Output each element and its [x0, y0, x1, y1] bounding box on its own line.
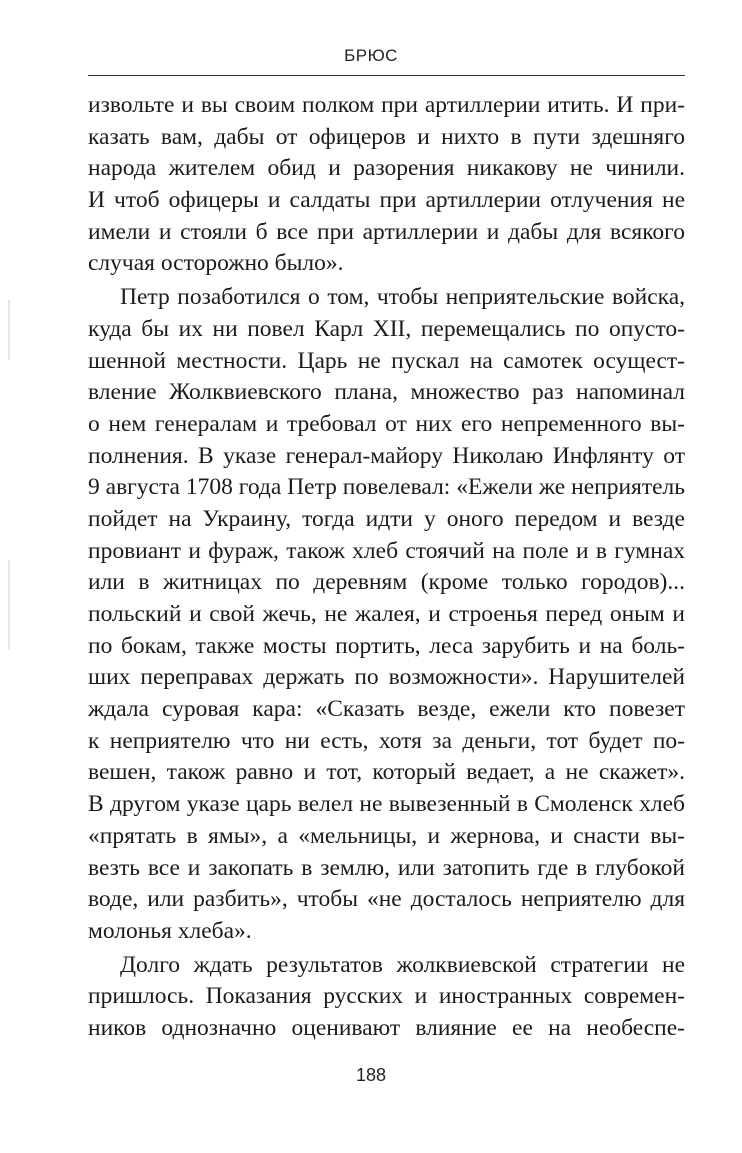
- text-line: народа жителем обид и разорения никакову не чинили.: [88, 155, 685, 182]
- text-line: ников однозначно оценивают влияние ее на необеспе-: [88, 1014, 685, 1041]
- text-line: пришлось. Показания русских и иностранных современ-: [88, 983, 685, 1010]
- text-line: 9 августа 1708 года Петр повелевал: «Ежели же неприятель: [88, 474, 685, 501]
- text-line: или в житницах по деревням (кроме только городов)...: [88, 569, 685, 596]
- body-text: [88, 90, 685, 1045]
- text-line: молонья хлеба».: [88, 917, 252, 944]
- text-line: Петр позаботился о том, чтобы неприятельские войска,: [120, 284, 685, 311]
- text-line: по бокам, также мосты портить, леса зарубить и на боль-: [88, 632, 685, 659]
- text-line: вешен, також равно и тот, который ведает, а не скажет».: [88, 759, 685, 786]
- text-line: вление Жолквиевского плана, множество раз напоминал: [88, 379, 685, 406]
- paragraph: [88, 90, 685, 280]
- text-line: пойдет на Украину, тогда идти у оного передом и везде: [88, 505, 685, 532]
- text-line: о нем генералам и требовал от них его непременного вы-: [88, 410, 685, 437]
- text-line: провиант и фураж, також хлеб стоячий на поле и в гумнах: [88, 537, 685, 564]
- text-line: воде, или разбить», чтобы «не досталось неприятелю для: [88, 886, 685, 913]
- text-line: везть все и закопать в землю, или затопить где в глубокой: [88, 854, 685, 881]
- running-title: БРЮС: [344, 46, 398, 65]
- text-line: случая осторожно было».: [88, 250, 344, 277]
- text-line: Долго ждать результатов жолквиевской стратегии не: [120, 951, 685, 978]
- text-line: полнения. В указе генерал-майору Николаю Инфлянту от: [88, 442, 685, 469]
- scan-edge-shadow: [8, 300, 10, 360]
- text-line: имели и стояли б все при артиллерии и дабы для всякого: [88, 218, 685, 245]
- text-line: куда бы их ни повел Карл XII, перемещались по опусто-: [88, 315, 685, 342]
- paragraph: [88, 950, 685, 1045]
- paragraph: [88, 282, 685, 947]
- page-number: 188: [355, 1065, 387, 1085]
- scan-edge-shadow: [8, 560, 10, 650]
- text-line: к неприятелю что ни есть, хотя за деньги, тот будет по-: [88, 727, 685, 754]
- text-line: «прятать в ямы», а «мельницы, и жернова, и снасти вы-: [88, 822, 685, 849]
- text-line: В другом указе царь велел не вывезенный в Смоленск хлеб: [88, 791, 685, 818]
- text-line: ших переправах держать по возможности». Нарушителей: [88, 664, 685, 691]
- text-line: И чтоб офицеры и салдаты при артиллерии отлучения не: [88, 187, 685, 214]
- header-rule: [88, 75, 685, 76]
- text-line: извольте и вы своим полком при артиллерии итить. И при-: [88, 92, 685, 118]
- text-line: ждала суровая кара: «Сказать везде, ежели кто повезет: [88, 696, 685, 723]
- text-line: польский и свой жечь, не жалея, и строенья перед оным и: [88, 601, 685, 627]
- text-line: шенной местности. Царь не пускал на самотек осущест-: [88, 347, 685, 374]
- text-line: казать вам, дабы от офицеров и нихто в пути здешняго: [88, 123, 685, 150]
